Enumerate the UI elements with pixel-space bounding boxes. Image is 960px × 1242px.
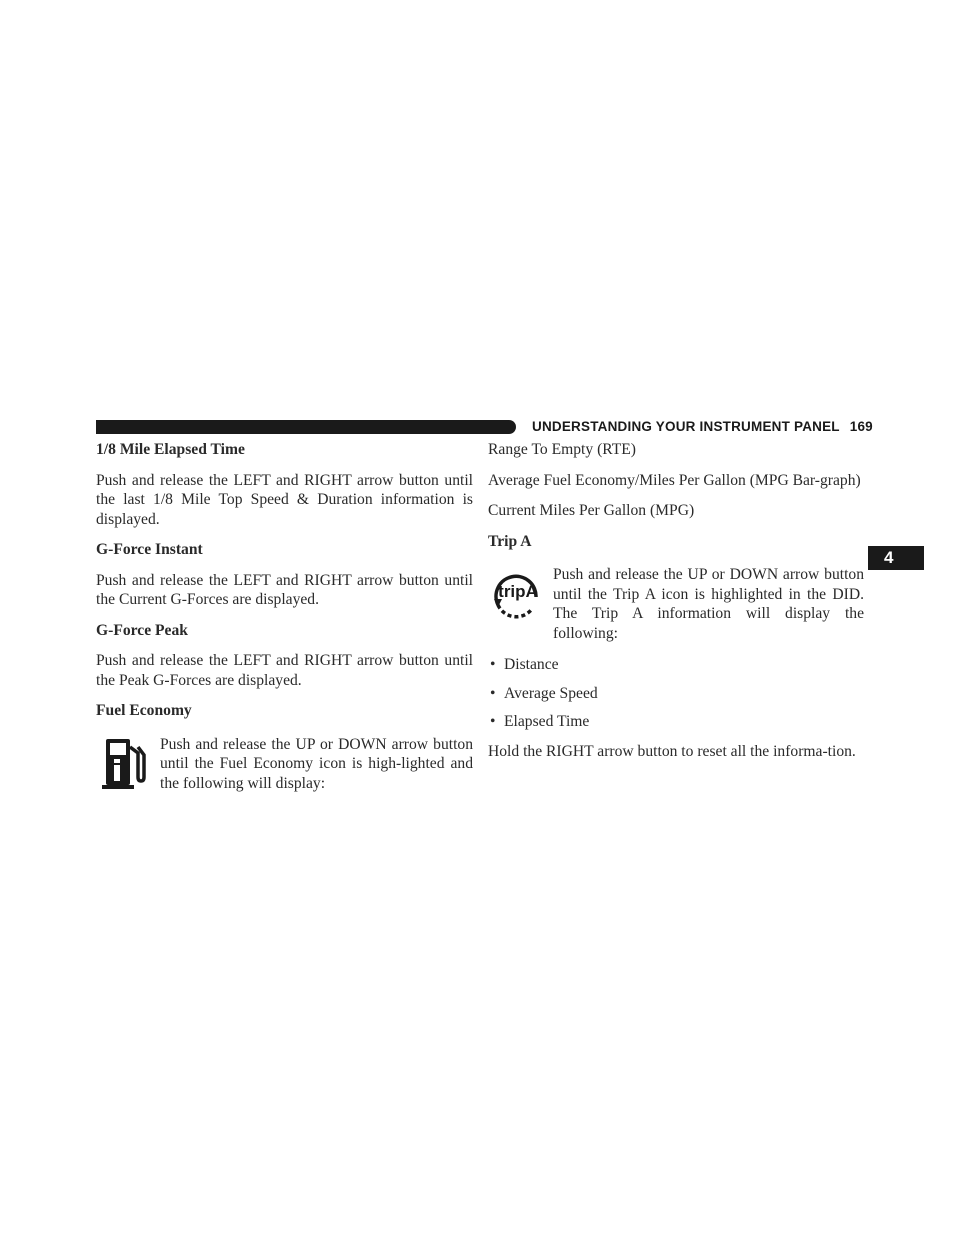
right-column <box>488 440 864 772</box>
item-range-to-empty: Range To Empty (RTE) <box>488 441 636 458</box>
trip-a-footer-text: Hold the RIGHT arrow button to reset all the informa-tion. <box>488 742 856 760</box>
fuel-economy-text: Push and release the UP or DOWN arrow button until the Fuel Economy icon is high-lighted and the following will display: <box>160 735 473 792</box>
section-heading-fuel-economy: Fuel Economy <box>96 702 192 719</box>
bullet-icon: • <box>490 656 496 673</box>
trip-a-block <box>488 565 864 643</box>
item-average-fuel-economy: Average Fuel Economy/Miles Per Gallon (MPG Bar-graph) <box>488 471 861 489</box>
section-heading-g-force-instant: G-Force Instant <box>96 541 203 558</box>
left-column <box>96 440 473 817</box>
section-text-g-force-instant: Push and release the LEFT and RIGHT arrow button until the Current G-Forces are displayed. <box>96 571 473 608</box>
list-item: • Average Speed <box>490 684 598 702</box>
list-item: • Distance <box>490 656 559 673</box>
item-current-mpg: Current Miles Per Gallon (MPG) <box>488 502 695 519</box>
bullet-icon: • <box>490 684 496 702</box>
list-item: • Elapsed Time <box>490 713 590 730</box>
section-text-eighth-mile: Push and release the LEFT and RIGHT arrow button until the last 1/8 Mile Top Speed & Duration information is displayed. <box>96 471 473 528</box>
header-rule <box>96 420 516 434</box>
trip-a-icon-label: tripA <box>498 582 538 601</box>
trip-a-bullet-list <box>488 655 864 732</box>
section-text-g-force-peak: Push and release the LEFT and RIGHT arrow button until the Peak G-Forces are displayed. <box>96 652 473 689</box>
trip-a-text: Push and release the UP or DOWN arrow button until the Trip A icon is highlighted in the DID. The Trip A information will display the following: <box>553 566 864 642</box>
section-heading-trip-a: Trip A <box>488 532 532 550</box>
running-header <box>532 419 873 434</box>
fuel-economy-block <box>96 735 473 805</box>
fuel-economy-icon <box>102 733 150 799</box>
section-heading-eighth-mile: 1/8 Mile Elapsed Time <box>96 441 245 458</box>
header-title: UNDERSTANDING YOUR INSTRUMENT PANEL <box>532 419 840 434</box>
page-number: 169 <box>849 419 873 434</box>
section-heading-g-force-peak: G-Force Peak <box>96 621 188 639</box>
bullet-icon: • <box>490 713 496 730</box>
trip-a-icon <box>488 567 546 625</box>
chapter-tab: 4 <box>868 546 924 570</box>
